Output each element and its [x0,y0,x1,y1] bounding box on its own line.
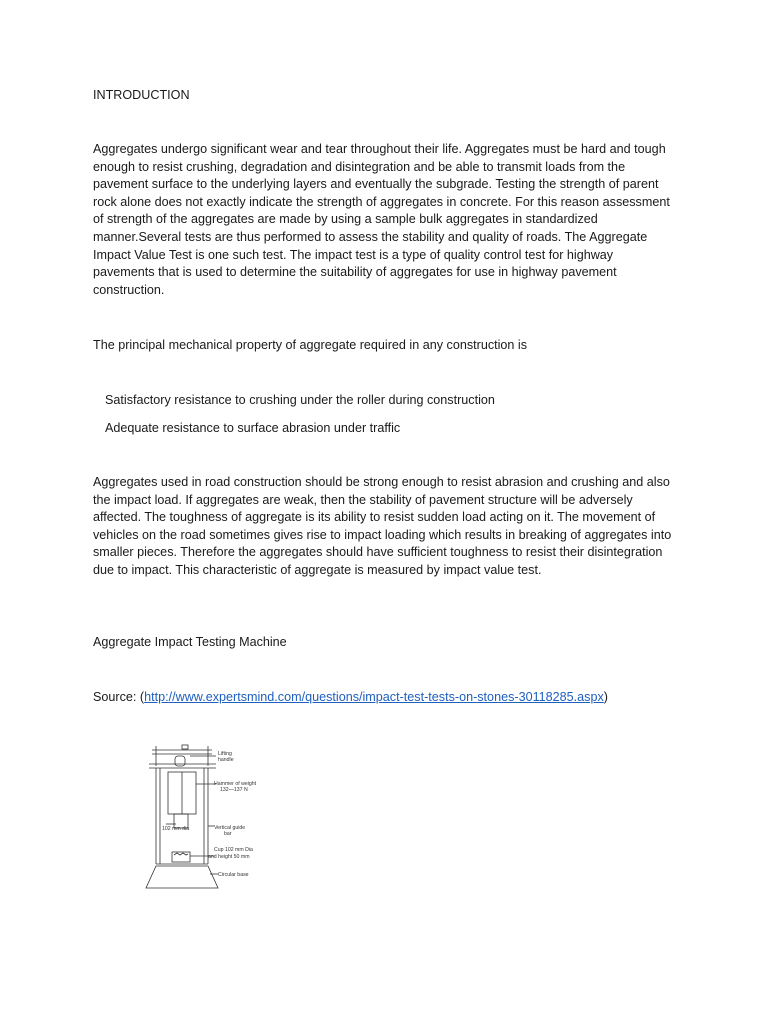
label-base: Circular base [218,872,249,878]
list-item: Satisfactory resistance to crushing under the roller during construction [105,393,495,407]
label-guide: Vertical guide [214,825,246,831]
label-guide-bar: bar [224,831,232,837]
label-handle: handle [218,757,234,763]
source-link[interactable]: http://www.expertsmind.com/questions/impact-test-tests-on-stones-30118285.aspx [144,690,604,704]
property-list [105,392,495,447]
label-cup: Cup 102 mm Dia [214,847,253,853]
source-line [93,689,608,707]
figure-caption: Aggregate Impact Testing Machine [93,635,287,649]
impact-machine-diagram [138,742,288,898]
label-hammer: Hammer of weight [214,781,257,787]
source-prefix: Source: ( [93,690,145,704]
label-hammer-weight: 132—137 N [220,787,248,793]
intro-paragraph: Aggregates undergo significant wear and tear throughout their life. Aggregates must be hard and tough enough to resist crushing, degradation and disintegration and be able to transmit loads from the pavement surface to the underlying layers and eventually the subgrade. Testing the strength of parent rock alone does not exactly indicate the strength of aggregates in concrete. For this reason assessment of strength of the aggregates are made by using a sample bulk aggregates in standardized manner.Several tests are thus performed to assess the stability and quality of roads. The Aggregate Impact Value Test is one such test. The impact test is a type of quality control test for highway pavements that is used to determine the suitability of aggregates for use in highway pavement construction. [93,142,670,297]
property-paragraph: The principal mechanical property of aggregate required in any construction is [93,338,528,352]
impact-machine-figure [138,742,288,898]
toughness-paragraph: Aggregates used in road construction should be strong enough to resist abrasion and crushing and also the impact load. If aggregates are weak, then the stability of pavement structure will be adversely affected. The toughness of aggregate is its ability to resist sudden load acting on it. The movement of vehicles on the road sometimes gives rise to impact loading which results in breaking of aggregates into smaller pieces. Therefore the aggregates should have sufficient toughness to resist their disintegration due to impact. This characteristic of aggregate is measured by impact value test. [93,475,672,577]
label-dia: 102 mm dia [162,826,190,832]
page-heading: INTRODUCTION [93,88,190,102]
label-lifting: Lifting [218,751,232,757]
list-item: Adequate resistance to surface abrasion under traffic [105,420,401,435]
source-suffix: ) [603,690,608,704]
label-cup-height: and height 50 mm [208,854,250,860]
